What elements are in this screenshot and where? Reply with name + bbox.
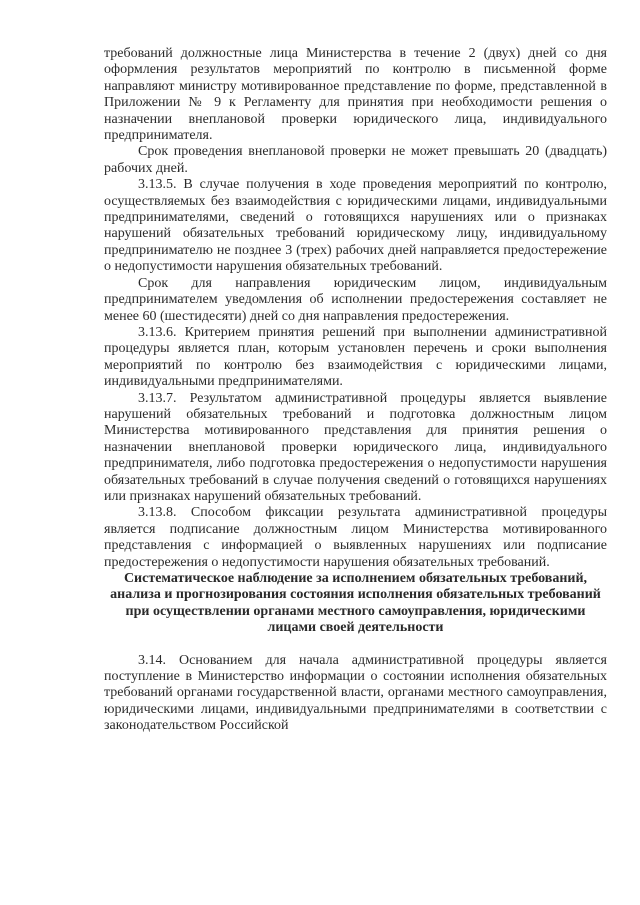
section-heading: Систематическое наблюдение за исполнением обязательных требований, анализа и прогнозирования состояния исполнения обязательных требований при осуществлении органами местного самоуправления, юридическими лицами своей деятельности: [110, 571, 601, 636]
paragraph-3-14: 3.14. Основанием для начала административной процедуры является поступление в Министерство информации о состоянии исполнения обязательных требований органами государственной власти, органами местного самоуправления, юридическими лицами, индивидуальными предпринимателями в соответствии с законодательством Российской: [104, 652, 607, 734]
document-page: [104, 46, 607, 735]
paragraph-3-13-6: 3.13.6. Критерием принятия решений при выполнении административной процедуры является план, которым установлен перечень и сроки выполнения мероприятий по контролю без взаимодействия с юридическими лицами, индивидуальными предпринимателями.: [104, 324, 607, 390]
spacer: [104, 637, 607, 653]
paragraph-continuation: требований должностные лица Министерства в течение 2 (двух) дней со дня оформления результатов мероприятий по контролю в письменной форме направляют министру мотивированное представление по форме, представленной в Приложении № 9 к Регламенту для принятия при необходимости решения о назначении внеплановой проверки юридического лица, индивидуального предпринимателя.: [104, 46, 607, 144]
paragraph-3-13-5: 3.13.5. В случае получения в ходе проведения мероприятий по контролю, осуществляемых без взаимодействия с юридическими лицами, индивидуальными предпринимателями, сведений о готовящихся нарушениях или о признаках нарушений обязательных требований юридическому лицу, индивидуальному предпринимателю не позднее 3 (трех) рабочих дней направляется предостережение о недопустимости нарушения обязательных требований.: [104, 177, 607, 275]
paragraph-warning-term: Срок для направления юридическим лицом, индивидуальным предпринимателем уведомления об исполнении предостережения составляет не менее 60 (шестидесяти) дней со дня направления предостережения.: [104, 275, 607, 324]
paragraph-3-13-8: 3.13.8. Способом фиксации результата административной процедуры является подписание должностным лицом Министерства мотивированного представления с информацией о выявленных нарушениях или подписание предостережения о недопустимости нарушения обязательных требований.: [104, 505, 607, 570]
paragraph-inspection-term: Срок проведения внеплановой проверки не может превышать 20 (двадцать) рабочих дней.: [104, 144, 607, 176]
paragraph-3-13-7: 3.13.7. Результатом административной процедуры является выявление нарушений обязательных требований и подготовка должностным лицом Министерства мотивированного представления для принятия решения о назначении внеплановой проверки юридического лица, индивидуального предпринимателя, либо подготовка предостережения о недопустимости нарушения обязательных требований в случае получения сведений о готовящихся нарушениях или признаках нарушений обязательных требований.: [104, 390, 607, 504]
